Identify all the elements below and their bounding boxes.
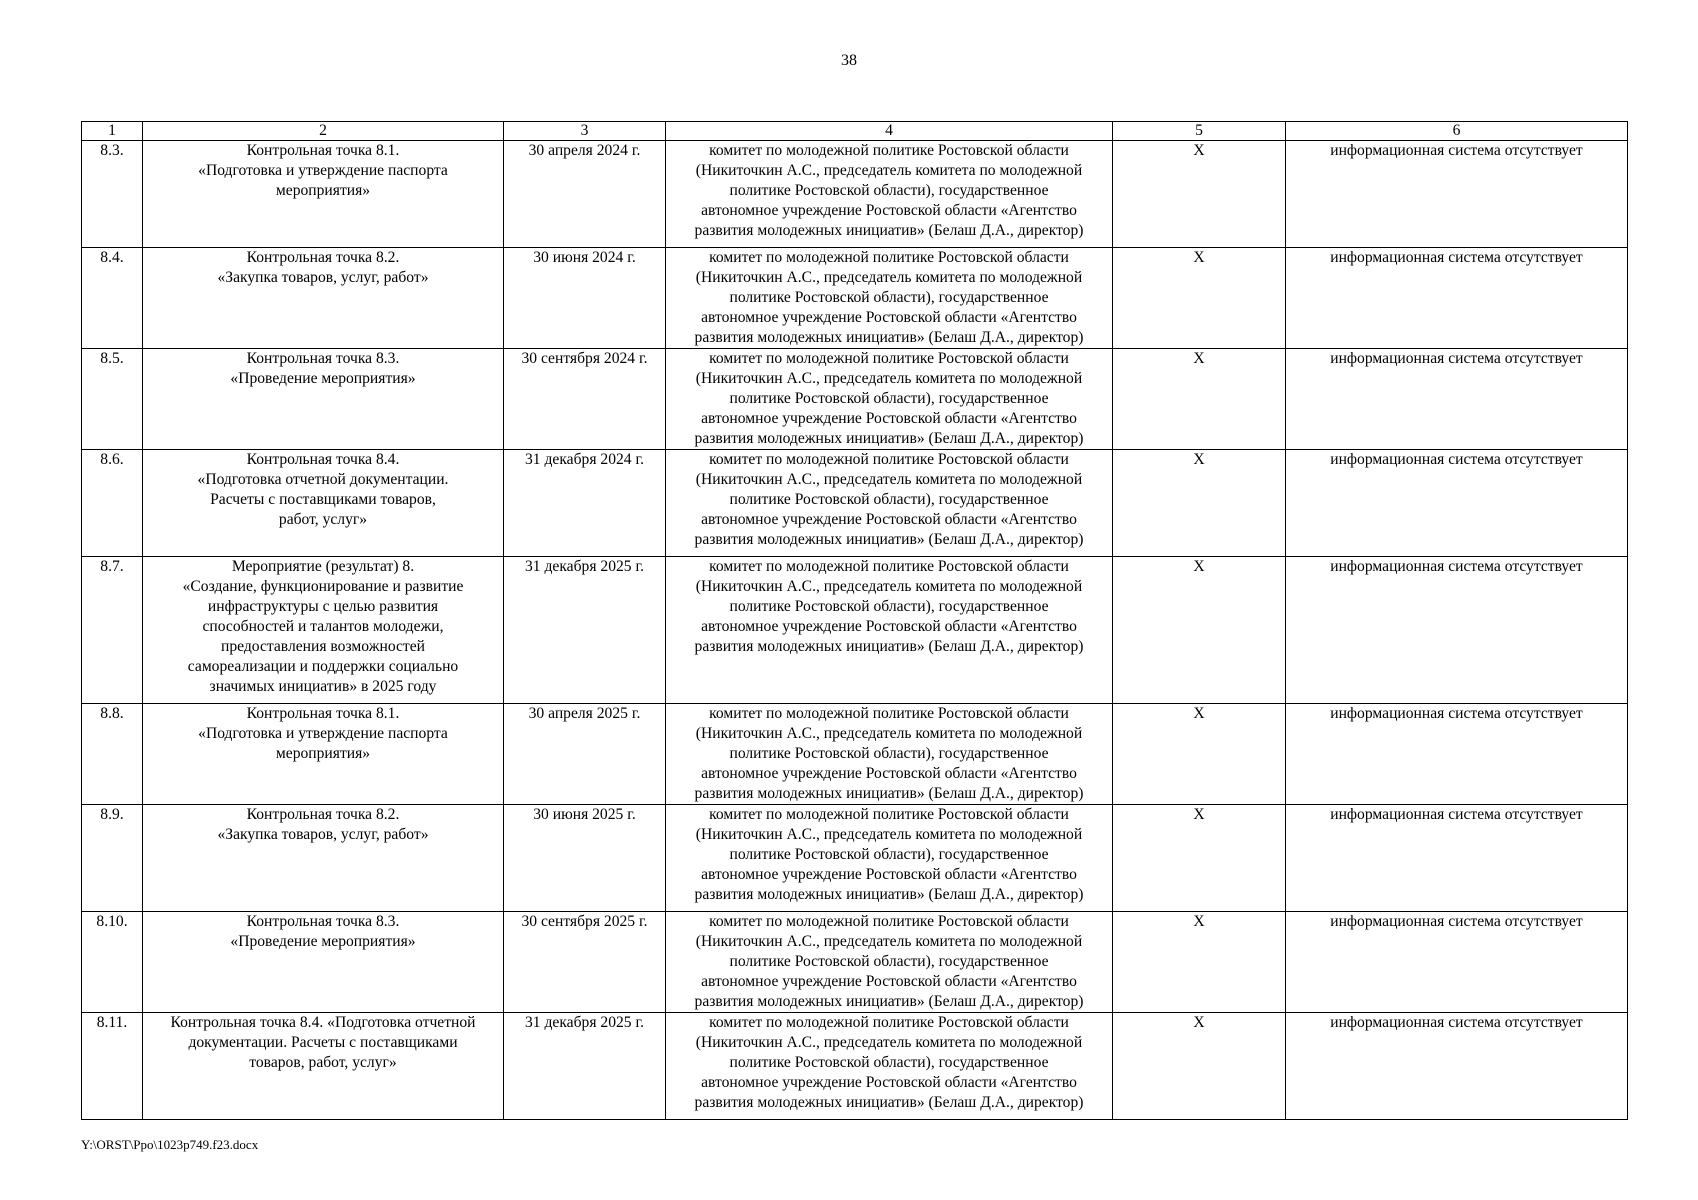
table-row: [82, 1013, 1628, 1120]
event-name: Контрольная точка 8.4. «Подготовка отчетной документации. Расчеты с поставщиками товаров, работ, услуг»: [143, 450, 504, 557]
information-system: информационная система отсутствует: [1286, 704, 1628, 805]
event-name: Контрольная точка 8.2. «Закупка товаров, услуг, работ»: [143, 805, 504, 912]
deadline-date: 31 декабря 2024 г.: [504, 450, 666, 557]
table-row: [82, 557, 1628, 704]
deadline-date: 30 июня 2024 г.: [504, 248, 666, 349]
mark-cell: X: [1113, 805, 1286, 912]
responsible-executor: комитет по молодежной политике Ростовской области (Никиточкин А.С., председатель комитета по молодежной политике Ростовской области), государственное автономное учреждение Ростовской области «Агентство развития молодежных инициатив» (Белаш Д.А., директор): [666, 450, 1113, 557]
row-number: 8.4.: [82, 248, 143, 349]
page-number: 38: [841, 52, 857, 69]
mark-cell: X: [1113, 141, 1286, 248]
table-row: [82, 912, 1628, 1013]
mark-cell: X: [1113, 1013, 1286, 1120]
event-name: Контрольная точка 8.3. «Проведение мероприятия»: [143, 912, 504, 1013]
table-row: [82, 805, 1628, 912]
information-system: информационная система отсутствует: [1286, 1013, 1628, 1120]
row-number: 8.8.: [82, 704, 143, 805]
information-system: информационная система отсутствует: [1286, 450, 1628, 557]
information-system: информационная система отсутствует: [1286, 141, 1628, 248]
table-row: [82, 704, 1628, 805]
row-number: 8.5.: [82, 349, 143, 450]
information-system: информационная система отсутствует: [1286, 248, 1628, 349]
deadline-date: 30 апреля 2025 г.: [504, 704, 666, 805]
row-number: 8.7.: [82, 557, 143, 704]
information-system: информационная система отсутствует: [1286, 349, 1628, 450]
deadline-date: 30 апреля 2024 г.: [504, 141, 666, 248]
schedule-table: [81, 121, 1628, 1120]
event-name: Контрольная точка 8.3. «Проведение мероприятия»: [143, 349, 504, 450]
information-system: информационная система отсутствует: [1286, 557, 1628, 704]
column-header-6: 6: [1286, 122, 1628, 141]
column-numbers-row: [82, 122, 1628, 141]
information-system: информационная система отсутствует: [1286, 912, 1628, 1013]
column-header-2: 2: [143, 122, 504, 141]
event-name: Мероприятие (результат) 8. «Создание, функционирование и развитие инфраструктуры с целью развития способностей и талантов молодежи, предоставления возможностей самореализации и поддержки социально значимых инициатив» в 2025 году: [143, 557, 504, 704]
table-row: [82, 248, 1628, 349]
mark-cell: X: [1113, 248, 1286, 349]
row-number: 8.6.: [82, 450, 143, 557]
deadline-date: 30 сентября 2024 г.: [504, 349, 666, 450]
footer-file-path: Y:\ORST\Ppo\1023p749.f23.docx: [81, 1137, 259, 1152]
row-number: 8.11.: [82, 1013, 143, 1120]
mark-cell: X: [1113, 557, 1286, 704]
event-name: Контрольная точка 8.4. «Подготовка отчетной документации. Расчеты с поставщиками товаров, работ, услуг»: [143, 1013, 504, 1120]
column-header-1: 1: [82, 122, 143, 141]
event-name: Контрольная точка 8.2. «Закупка товаров, услуг, работ»: [143, 248, 504, 349]
table-row: [82, 349, 1628, 450]
deadline-date: 31 декабря 2025 г.: [504, 557, 666, 704]
responsible-executor: комитет по молодежной политике Ростовской области (Никиточкин А.С., председатель комитета по молодежной политике Ростовской области), государственное автономное учреждение Ростовской области «Агентство развития молодежных инициатив» (Белаш Д.А., директор): [666, 805, 1113, 912]
information-system: информационная система отсутствует: [1286, 805, 1628, 912]
responsible-executor: комитет по молодежной политике Ростовской области (Никиточкин А.С., председатель комитета по молодежной политике Ростовской области), государственное автономное учреждение Ростовской области «Агентство развития молодежных инициатив» (Белаш Д.А., директор): [666, 704, 1113, 805]
table-row: [82, 450, 1628, 557]
mark-cell: X: [1113, 704, 1286, 805]
column-header-3: 3: [504, 122, 666, 141]
responsible-executor: комитет по молодежной политике Ростовской области (Никиточкин А.С., председатель комитета по молодежной политике Ростовской области), государственное автономное учреждение Ростовской области «Агентство развития молодежных инициатив» (Белаш Д.А., директор): [666, 912, 1113, 1013]
row-number: 8.10.: [82, 912, 143, 1013]
responsible-executor: комитет по молодежной политике Ростовской области (Никиточкин А.С., председатель комитета по молодежной политике Ростовской области), государственное автономное учреждение Ростовской области «Агентство развития молодежных инициатив» (Белаш Д.А., директор): [666, 349, 1113, 450]
deadline-date: 31 декабря 2025 г.: [504, 1013, 666, 1120]
event-name: Контрольная точка 8.1. «Подготовка и утверждение паспорта мероприятия»: [143, 704, 504, 805]
row-number: 8.9.: [82, 805, 143, 912]
mark-cell: X: [1113, 912, 1286, 1013]
mark-cell: X: [1113, 349, 1286, 450]
deadline-date: 30 июня 2025 г.: [504, 805, 666, 912]
responsible-executor: комитет по молодежной политике Ростовской области (Никиточкин А.С., председатель комитета по молодежной политике Ростовской области), государственное автономное учреждение Ростовской области «Агентство развития молодежных инициатив» (Белаш Д.А., директор): [666, 141, 1113, 248]
responsible-executor: комитет по молодежной политике Ростовской области (Никиточкин А.С., председатель комитета по молодежной политике Ростовской области), государственное автономное учреждение Ростовской области «Агентство развития молодежных инициатив» (Белаш Д.А., директор): [666, 1013, 1113, 1120]
row-number: 8.3.: [82, 141, 143, 248]
deadline-date: 30 сентября 2025 г.: [504, 912, 666, 1013]
responsible-executor: комитет по молодежной политике Ростовской области (Никиточкин А.С., председатель комитета по молодежной политике Ростовской области), государственное автономное учреждение Ростовской области «Агентство развития молодежных инициатив» (Белаш Д.А., директор): [666, 248, 1113, 349]
responsible-executor: комитет по молодежной политике Ростовской области (Никиточкин А.С., председатель комитета по молодежной политике Ростовской области), государственное автономное учреждение Ростовской области «Агентство развития молодежных инициатив» (Белаш Д.А., директор): [666, 557, 1113, 704]
column-header-5: 5: [1113, 122, 1286, 141]
mark-cell: X: [1113, 450, 1286, 557]
event-name: Контрольная точка 8.1. «Подготовка и утверждение паспорта мероприятия»: [143, 141, 504, 248]
table-row: [82, 141, 1628, 248]
column-header-4: 4: [666, 122, 1113, 141]
